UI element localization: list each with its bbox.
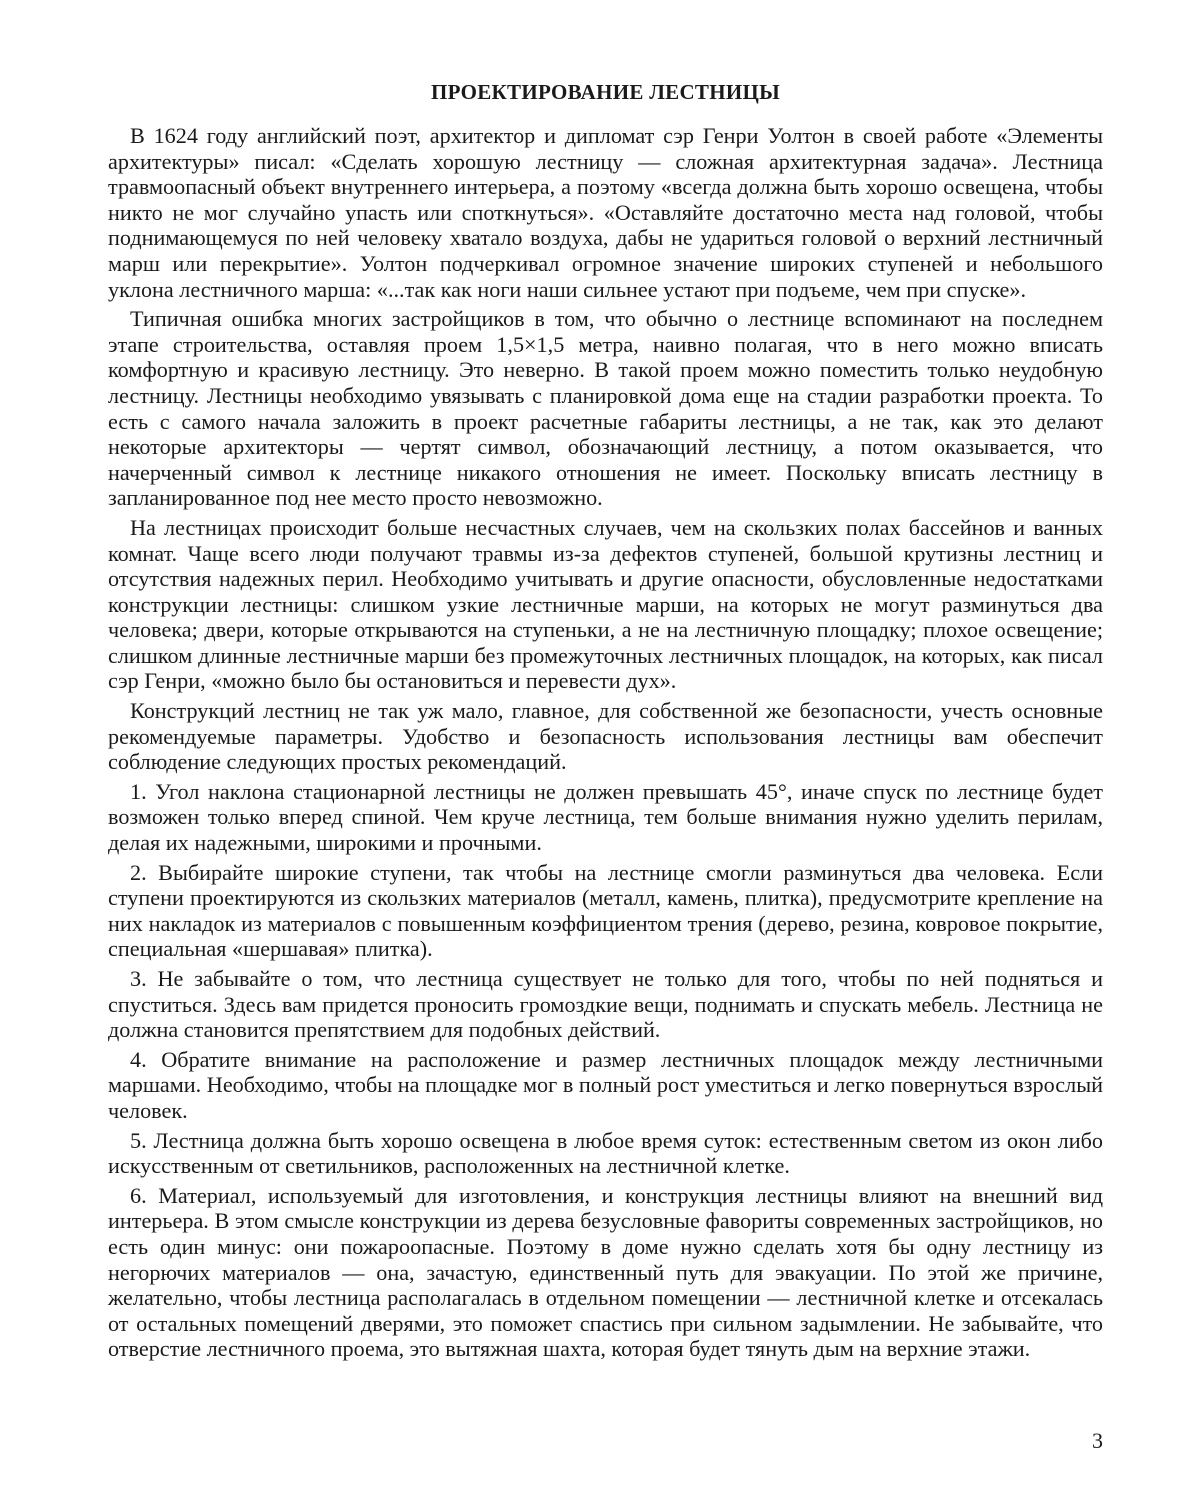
paragraph-item-1: 1. Угол наклона стационарной лестницы не должен превышать 45°, иначе спуск по лестнице будет возможен только вперед спиной. Чем круче лестница, тем больше внимания нужно уделить перилам, делая их надежными, широкими и прочными. <box>108 778 1103 856</box>
paragraph-item-5: 5. Лестница должна быть хорошо освещена в любое время суток: естественным светом из окон либо искусственным от светильников, расположенных на лестничной клетке. <box>108 1127 1103 1179</box>
page-content <box>108 70 1103 1366</box>
paragraph-accidents: На лестницах происходит больше несчастных случаев, чем на скользких полах бассейнов и ванных комнат. Чаще всего люди получают травмы из-за дефектов ступеней, большой крутизны лестниц и отсутствия надежных перил. Необходимо учитывать и другие опасности, обусловленные недостатками конструкции лестницы: слишком узкие лестничные марши, на которых не могут разминуться два человека; двери, которые открываются на ступеньки, а не на лестничную площадку; плохое освещение; слишком длинные лестничные марши без промежуточных лестничных площадок, на которых, как писал сэр Генри, «можно было бы остановиться и перевести дух». <box>108 514 1103 694</box>
paragraph-item-6: 6. Материал, используемый для изготовления, и конструкция лестницы влияют на внешний вид интерьера. В этом смысле конструкции из дерева безусловные фавориты современных застройщиков, но есть один минус: они пожароопасные. Поэтому в доме нужно сделать хотя бы одну лестницу из негорючих материалов — она, зачастую, единственный путь для эвакуации. По этой же причине, желательно, чтобы лестница располагалась в отдельном помещении — лестничной клетке и отсекалась от остальных помещений дверями, это поможет спастись при сильном задымлении. Не забывайте, что отверстие лестничного проема, это вытяжная шахта, которая будет тянуть дым на верхние этажи. <box>108 1182 1103 1362</box>
paragraph-item-3: 3. Не забывайте о том, что лестница существует не только для того, чтобы по ней подняться и спуститься. Здесь вам придется проносить громоздкие вещи, поднимать и спускать мебель. Лестница не должна становится препятствием для подобных действий. <box>108 966 1103 1043</box>
paragraph-intro-walton: В 1624 году английский поэт, архитектор и дипломат сэр Генри Уолтон в своей работе «Элементы архитектуры» писал: «Сделать хорошую лестницу — сложная архитектурная задача». Лестница травмоопасный объект внутреннего интерьера, а поэтому «всегда должна быть хорошо освещена, чтобы никто не мог случайно упасть или споткнуться». «Оставляйте достаточно места над головой, чтобы поднимающемуся по ней человеку хватало воздуха, дабы не удариться головой о верхний лестничный марш или перекрытие». Уолтон подчеркивал огромное значение широких ступеней и небольшого уклона лестничного марша: «...так как ноги наши сильнее устают при подъеме, чем при спуске». <box>108 123 1103 302</box>
page-title: ПРОЕКТИРОВАНИЕ ЛЕСТНИЦЫ <box>430 80 781 104</box>
paragraph-item-4: 4. Обратите внимание на расположение и размер лестничных площадок между лестничными маршами. Необходимо, чтобы на площадке мог в полный рост уместиться и легко повернуться взрослый человек. <box>108 1046 1103 1123</box>
paragraph-recommendations-intro: Конструкций лестниц не так уж мало, главное, для собственной же безопасности, учесть основные рекомендуемые параметры. Удобство и безопасность использования лестницы вам обеспечит соблюдение следующих простых рекомендаций. <box>108 698 1103 775</box>
page-number: 3 <box>1092 1428 1103 1453</box>
paragraph-typical-mistake: Типичная ошибка многих застройщиков в том, что обычно о лестнице вспоминают на последнем этапе строительства, оставляя проем 1,5×1,5 метра, наивно полагая, что в него можно вписать комфортную и красивую лестницу. Это неверно. В такой проем можно поместить только неудобную лестницу. Лестницы необходимо увязывать с планировкой дома еще на стадии разработки проекта. То есть с самого начала заложить в проект расчетные габариты лестницы, а не так, как это делают некоторые архитекторы — чертят символ, обозначающий лестницу, а потом оказывается, что начерченный символ к лестнице никакого отношения не имеет. Поскольку вписать лестницу в запланированное под нее место просто невозможно. <box>108 306 1103 511</box>
paragraph-item-2: 2. Выбирайте широкие ступени, так чтобы на лестнице смогли разминуться два человека. Если ступени проектируются из скользких материалов (металл, камень, плитка), предусмотрите крепление на них накладок из материалов с повышенным коэффициентом трения (дерево, резина, ковровое покрытие, специальная «шершавая» плитка). <box>108 859 1103 962</box>
